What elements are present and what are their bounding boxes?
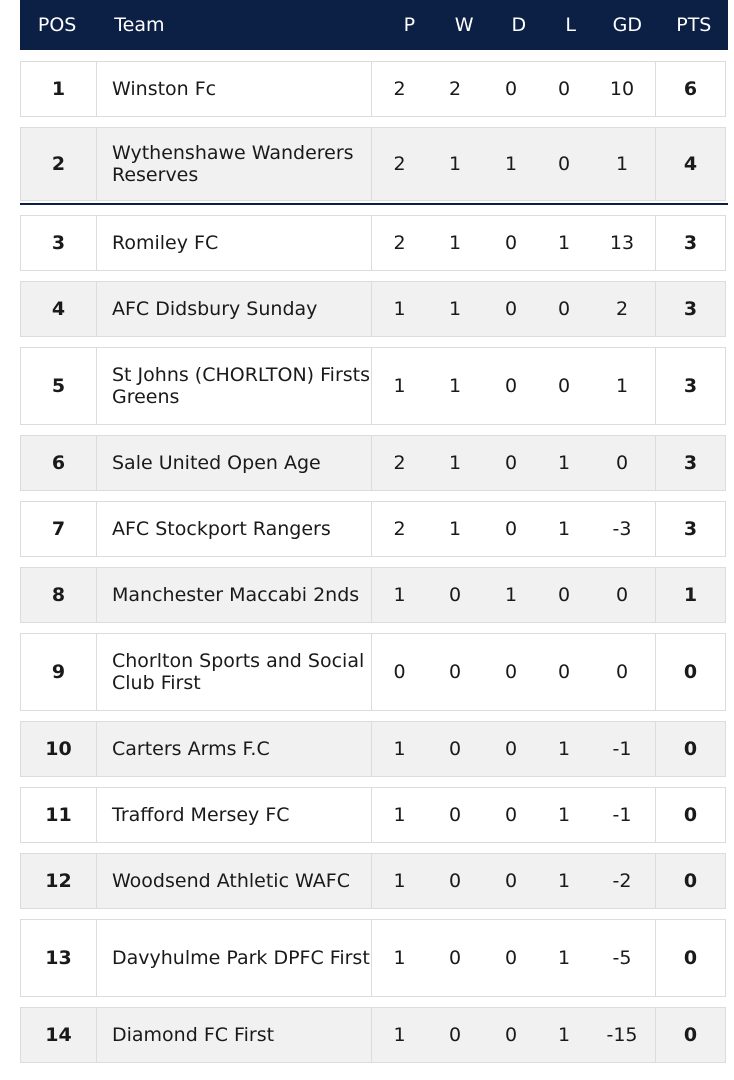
- row-points: 3: [655, 216, 725, 270]
- row-team: AFC Stockport Rangers: [112, 518, 331, 540]
- row-position: 2: [21, 128, 97, 200]
- row-played: 2: [371, 62, 427, 116]
- row-position: 4: [21, 282, 97, 336]
- row-played: 1: [371, 348, 427, 424]
- row-points: 3: [655, 282, 725, 336]
- header-goal-difference: GD: [612, 14, 643, 36]
- row-goal-difference: 10: [609, 78, 635, 100]
- row-lost: 1: [557, 452, 571, 474]
- row-won: 1: [448, 232, 462, 254]
- row-goal-difference: -1: [612, 738, 632, 760]
- row-points: 6: [655, 62, 725, 116]
- row-goal-difference: -3: [612, 518, 632, 540]
- row-goal-difference: 0: [615, 661, 629, 683]
- row-goal-difference: 2: [615, 298, 629, 320]
- table-row[interactable]: [20, 127, 726, 201]
- row-lost: 0: [557, 298, 571, 320]
- row-team: AFC Didsbury Sunday: [112, 298, 318, 320]
- row-played: 1: [371, 282, 427, 336]
- row-position: 3: [21, 216, 97, 270]
- row-position: 14: [21, 1008, 97, 1062]
- row-position: 9: [21, 634, 97, 710]
- table-row[interactable]: [20, 919, 726, 997]
- row-team: St Johns (CHORLTON) Firsts Greens: [112, 364, 371, 408]
- row-goal-difference: -15: [606, 1024, 638, 1046]
- row-lost: 1: [557, 804, 571, 826]
- table-row[interactable]: [20, 567, 726, 623]
- row-lost: 0: [557, 375, 571, 397]
- header-drawn: D: [511, 14, 527, 36]
- row-lost: 0: [557, 661, 571, 683]
- row-drawn: 0: [504, 804, 518, 826]
- table-row[interactable]: [20, 215, 726, 271]
- table-row[interactable]: [20, 1007, 726, 1063]
- row-won: 1: [448, 153, 462, 175]
- row-played: 0: [371, 634, 427, 710]
- row-lost: 1: [557, 1024, 571, 1046]
- row-drawn: 0: [504, 232, 518, 254]
- row-points: 0: [655, 1008, 725, 1062]
- header-team: Team: [114, 14, 165, 36]
- row-lost: 1: [557, 518, 571, 540]
- table-row[interactable]: [20, 853, 726, 909]
- header-played: P: [403, 14, 416, 36]
- row-goal-difference: 1: [615, 153, 629, 175]
- row-drawn: 0: [504, 661, 518, 683]
- header-lost: L: [565, 14, 576, 36]
- table-row[interactable]: [20, 787, 726, 843]
- row-won: 1: [448, 452, 462, 474]
- row-goal-difference: 1: [615, 375, 629, 397]
- row-position: 7: [21, 502, 97, 556]
- row-played: 1: [371, 920, 427, 996]
- table-row[interactable]: [20, 721, 726, 777]
- row-goal-difference: 0: [615, 584, 629, 606]
- row-lost: 1: [557, 738, 571, 760]
- row-goal-difference: -1: [612, 804, 632, 826]
- row-position: 5: [21, 348, 97, 424]
- row-position: 12: [21, 854, 97, 908]
- row-team: Carters Arms F.C: [112, 738, 270, 760]
- row-drawn: 0: [504, 1024, 518, 1046]
- table-row[interactable]: [20, 347, 726, 425]
- row-played: 1: [371, 568, 427, 622]
- row-position: 1: [21, 62, 97, 116]
- row-goal-difference: 0: [615, 452, 629, 474]
- row-points: 3: [655, 436, 725, 490]
- row-played: 2: [371, 128, 427, 200]
- row-position: 11: [21, 788, 97, 842]
- row-drawn: 1: [504, 153, 518, 175]
- row-goal-difference: 13: [609, 232, 635, 254]
- row-position: 13: [21, 920, 97, 996]
- row-won: 0: [448, 804, 462, 826]
- header-won: W: [454, 14, 474, 36]
- table-row[interactable]: [20, 501, 726, 557]
- row-won: 1: [448, 298, 462, 320]
- row-won: 0: [448, 947, 462, 969]
- row-points: 3: [655, 348, 725, 424]
- row-won: 0: [448, 1024, 462, 1046]
- row-played: 2: [371, 216, 427, 270]
- row-lost: 0: [557, 78, 571, 100]
- header-pos: POS: [37, 14, 77, 36]
- row-drawn: 0: [504, 298, 518, 320]
- row-drawn: 0: [504, 947, 518, 969]
- row-won: 1: [448, 518, 462, 540]
- row-won: 2: [448, 78, 462, 100]
- row-lost: 1: [557, 947, 571, 969]
- row-points: 0: [655, 920, 725, 996]
- row-position: 8: [21, 568, 97, 622]
- row-goal-difference: -5: [612, 947, 632, 969]
- row-points: 0: [655, 634, 725, 710]
- row-played: 1: [371, 1008, 427, 1062]
- row-team: Winston Fc: [112, 78, 217, 100]
- row-lost: 0: [557, 153, 571, 175]
- row-played: 1: [371, 788, 427, 842]
- table-row[interactable]: [20, 633, 726, 711]
- row-team: Wythenshawe Wanderers Reserves: [112, 142, 354, 186]
- table-row[interactable]: [20, 281, 726, 337]
- row-team: Sale United Open Age: [112, 452, 321, 474]
- table-header: [20, 0, 728, 50]
- row-points: 4: [655, 128, 725, 200]
- row-won: 0: [448, 738, 462, 760]
- row-drawn: 0: [504, 78, 518, 100]
- row-won: 0: [448, 584, 462, 606]
- row-points: 0: [655, 722, 725, 776]
- row-drawn: 0: [504, 452, 518, 474]
- row-lost: 1: [557, 870, 571, 892]
- row-won: 1: [448, 375, 462, 397]
- row-team: Woodsend Athletic WAFC: [112, 870, 350, 892]
- row-drawn: 0: [504, 738, 518, 760]
- row-drawn: 1: [504, 584, 518, 606]
- row-lost: 0: [557, 584, 571, 606]
- row-played: 1: [371, 854, 427, 908]
- table-row[interactable]: [20, 61, 726, 117]
- row-won: 0: [448, 870, 462, 892]
- row-played: 1: [371, 722, 427, 776]
- row-team: Davyhulme Park DPFC First: [112, 947, 370, 969]
- header-points: PTS: [676, 14, 712, 36]
- row-position: 10: [21, 722, 97, 776]
- row-goal-difference: -2: [612, 870, 632, 892]
- row-points: 1: [655, 568, 725, 622]
- table-row[interactable]: [20, 435, 726, 491]
- row-team: Romiley FC: [112, 232, 219, 254]
- row-drawn: 0: [504, 518, 518, 540]
- row-played: 2: [371, 502, 427, 556]
- row-won: 0: [448, 661, 462, 683]
- row-drawn: 0: [504, 375, 518, 397]
- row-points: 0: [655, 788, 725, 842]
- row-points: 3: [655, 502, 725, 556]
- row-team: Diamond FC First: [112, 1024, 275, 1046]
- row-position: 6: [21, 436, 97, 490]
- row-lost: 1: [557, 232, 571, 254]
- row-team: Trafford Mersey FC: [112, 804, 290, 826]
- row-points: 0: [655, 854, 725, 908]
- row-drawn: 0: [504, 870, 518, 892]
- promotion-divider: [20, 203, 728, 205]
- row-played: 2: [371, 436, 427, 490]
- row-team: Chorlton Sports and Social Club First: [112, 650, 365, 694]
- row-team: Manchester Maccabi 2nds: [112, 584, 360, 606]
